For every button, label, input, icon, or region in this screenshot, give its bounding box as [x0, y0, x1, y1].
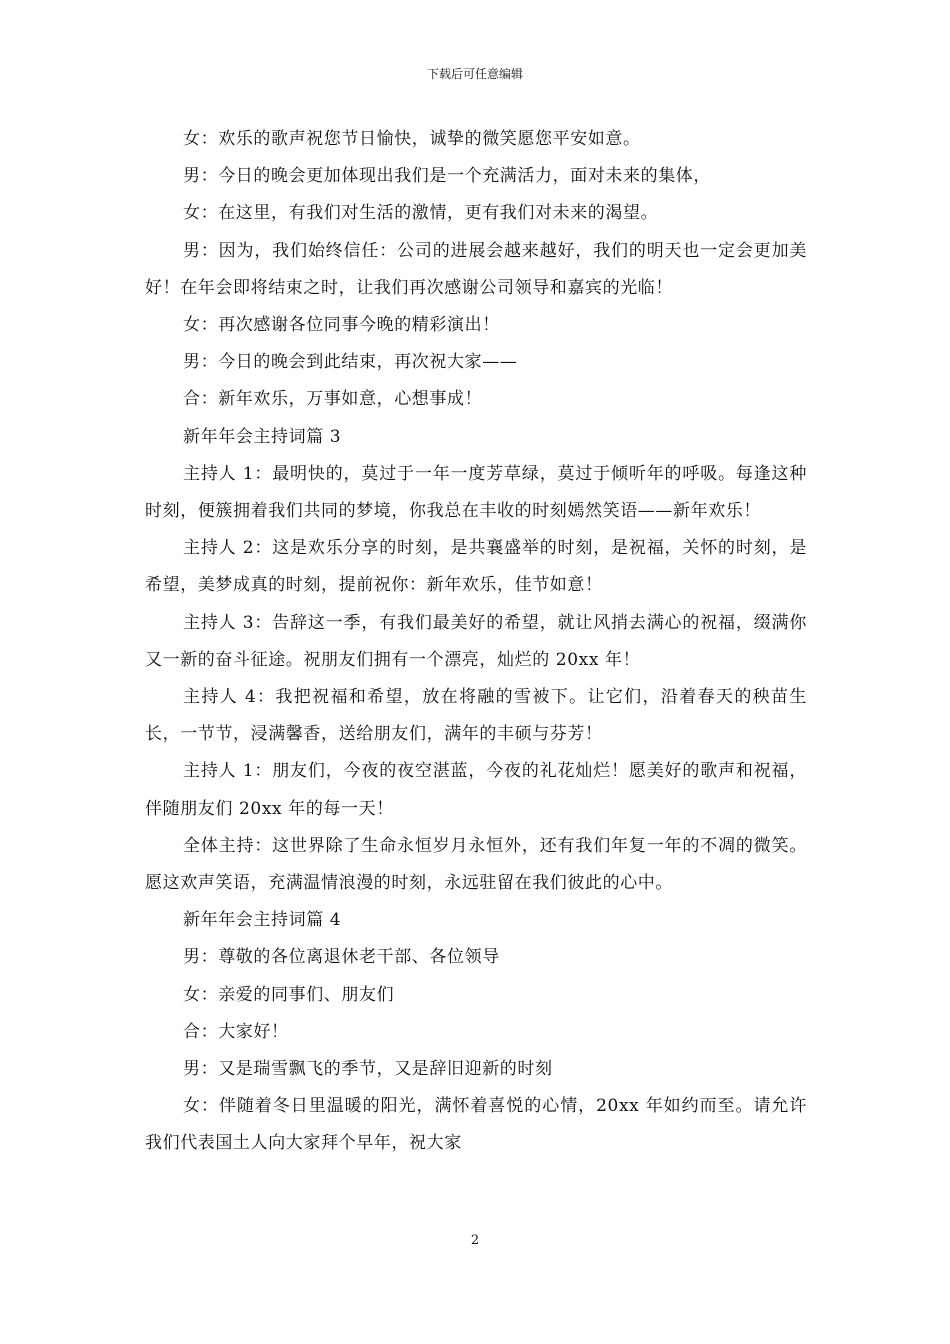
paragraph: 女：伴随着冬日里温暖的阳光，满怀着喜悦的心情，20xx 年如约而至。请允许我们代表国土人向大家拜个早年，祝大家 — [145, 1096, 807, 1154]
paragraph: 合：新年欢乐，万事如意，心想事成！ — [183, 389, 483, 410]
paragraph: 男：尊敬的各位离退休老干部、各位领导 — [183, 947, 500, 968]
paragraph: 女：亲爱的同事们、朋友们 — [183, 984, 395, 1005]
document-body — [145, 121, 807, 1163]
page-header: 下载后可任意编辑 — [426, 67, 523, 81]
page-number: 2 — [470, 1233, 480, 1248]
section-heading: 新年年会主持词篇 3 — [183, 426, 342, 447]
paragraph: 男：今日的晚会更加体现出我们是一个充满活力，面对未来的集体， — [183, 166, 711, 187]
paragraph: 合：大家好！ — [183, 1021, 289, 1042]
paragraph: 主持人 1：最明快的，莫过于一年一度芳草绿，莫过于倾听年的呼吸。每逢这种时刻，便簇拥着我们共同的梦境，你我总在丰收的时刻嫣然笑语——新年欢乐！ — [145, 463, 807, 522]
section-heading: 新年年会主持词篇 4 — [183, 910, 342, 931]
paragraph: 主持人 1：朋友们，今夜的夜空湛蓝，今夜的礼花灿烂！愿美好的歌声和祝福，伴随朋友们 20xx 年的每一天！ — [145, 761, 807, 819]
paragraph: 男：因为，我们始终信任：公司的进展会越来越好，我们的明天也一定会更加美好！在年会即将结束之时，让我们再次感谢公司领导和嘉宾的光临！ — [145, 240, 807, 298]
paragraph: 女：再次感谢各位同事今晚的精彩演出！ — [183, 315, 500, 336]
paragraph: 男：今日的晚会到此结束，再次祝大家—— — [183, 352, 518, 373]
paragraph: 女：在这里，有我们对生活的激情，更有我们对未来的渴望。 — [183, 203, 659, 224]
paragraph: 主持人 3：告辞这一季，有我们最美好的希望，就让风捎去满心的祝福，缀满你又一新的奋斗征途。祝朋友们拥有一个漂亮，灿烂的 20xx 年！ — [145, 612, 807, 670]
paragraph: 男：又是瑞雪飘飞的季节，又是辞旧迎新的时刻 — [183, 1059, 553, 1080]
paragraph: 女：欢乐的歌声祝您节日愉快，诚挚的微笑愿您平安如意。 — [183, 129, 641, 149]
paragraph: 全体主持：这世界除了生命永恒岁月永恒外，还有我们年复一年的不凋的微笑。愿这欢声笑语，充满温情浪漫的时刻，永远驻留在我们彼此的心中。 — [145, 835, 807, 894]
paragraph: 主持人 4：我把祝福和希望，放在将融的雪被下。让它们，沿着春天的秧苗生长，一节节，浸满馨香，送给朋友们，满年的丰硕与芬芳！ — [145, 687, 807, 745]
paragraph: 主持人 2：这是欢乐分享的时刻，是共襄盛举的时刻，是祝福，关怀的时刻，是希望，美梦成真的时刻，提前祝你：新年欢乐，佳节如意！ — [145, 538, 807, 596]
